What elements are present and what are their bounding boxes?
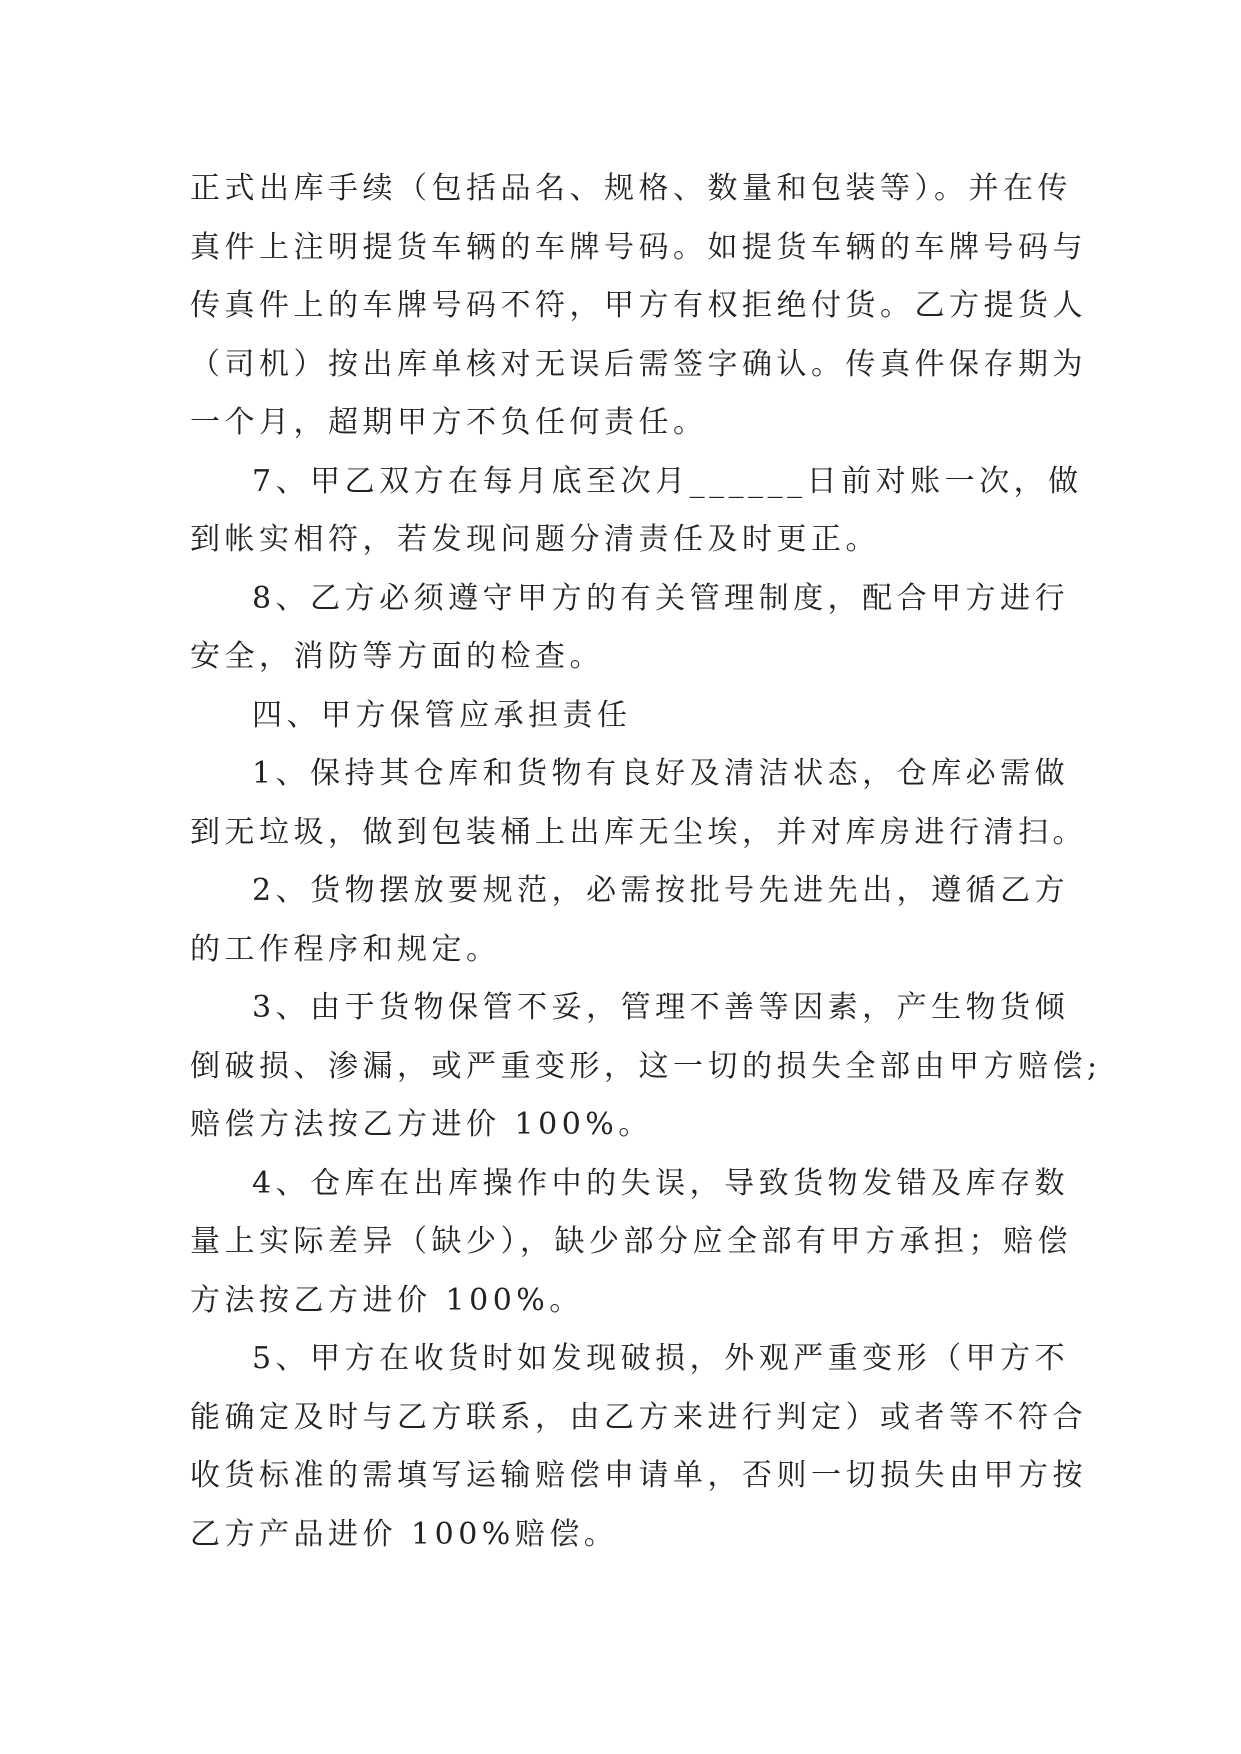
text-line-18: 4、仓库在出库操作中的失误，导致货物发错及库存数: [252, 1165, 1070, 1201]
text-line-20: 方法按乙方进价 100%。: [190, 1282, 584, 1318]
text-line-14: 的工作程序和规定。: [190, 931, 501, 967]
text-line-7: 到帐实相符，若发现问题分清责任及时更正。: [190, 522, 880, 557]
text-line-19: 量上实际差异（缺少），缺少部分应全部有甲方承担；赔偿: [190, 1224, 1072, 1259]
text-line-21: 5、甲方在收货时如发现破损，外观严重变形（甲方不: [252, 1341, 1070, 1376]
text-line-23: 收货标准的需填写运输赔偿申请单，否则一切损失由甲方按: [190, 1458, 1087, 1493]
document-body: [190, 160, 1102, 1564]
text-line-24: 乙方产品进价 100%赔偿。: [190, 1516, 619, 1552]
text-line-8: 8、乙方必须遵守甲方的有关管理制度，配合甲方进行: [252, 580, 1070, 616]
text-line-1: 正式出库手续（包括品名、规格、数量和包装等）。并在传: [190, 171, 1072, 206]
text-line-2: 真件上注明提货车辆的车牌号码。如提货车辆的车牌号码与: [190, 229, 1087, 265]
text-line-5: 一个月，超期甲方不负任何责任。: [190, 405, 708, 440]
text-line-9: 安全，消防等方面的检查。: [190, 639, 604, 674]
text-line-4: （司机）按出库单核对无误后需签字确认。传真件保存期为: [190, 346, 1087, 382]
text-line-12: 到无垃圾，做到包装桶上出库无尘埃，并对库房进行清扫。: [190, 814, 1087, 850]
text-line-17: 赔偿方法按乙方进价 100%。: [190, 1107, 653, 1142]
text-line-15: 3、由于货物保管不妥，管理不善等因素，产生物货倾: [252, 990, 1070, 1025]
text-line-13: 2、货物摆放要规范，必需按批号先进先出，遵循乙方: [252, 873, 1070, 908]
text-line-3: 传真件上的车牌号码不符，甲方有权拒绝付货。乙方提货人: [190, 288, 1087, 323]
text-line-22: 能确定及时与乙方联系，由乙方来进行判定）或者等不符合: [190, 1399, 1087, 1435]
text-line-11: 1、保持其仓库和货物有良好及清洁状态，仓库必需做: [252, 756, 1070, 791]
text-line-6: 7、甲乙双方在每月底至次月______日前对账一次，做: [252, 463, 1083, 499]
text-line-16: 倒破损、渗漏，或严重变形，这一切的损失全部由甲方赔偿;: [190, 1048, 1102, 1084]
section-heading: 四、甲方保管应承担责任: [252, 697, 632, 733]
